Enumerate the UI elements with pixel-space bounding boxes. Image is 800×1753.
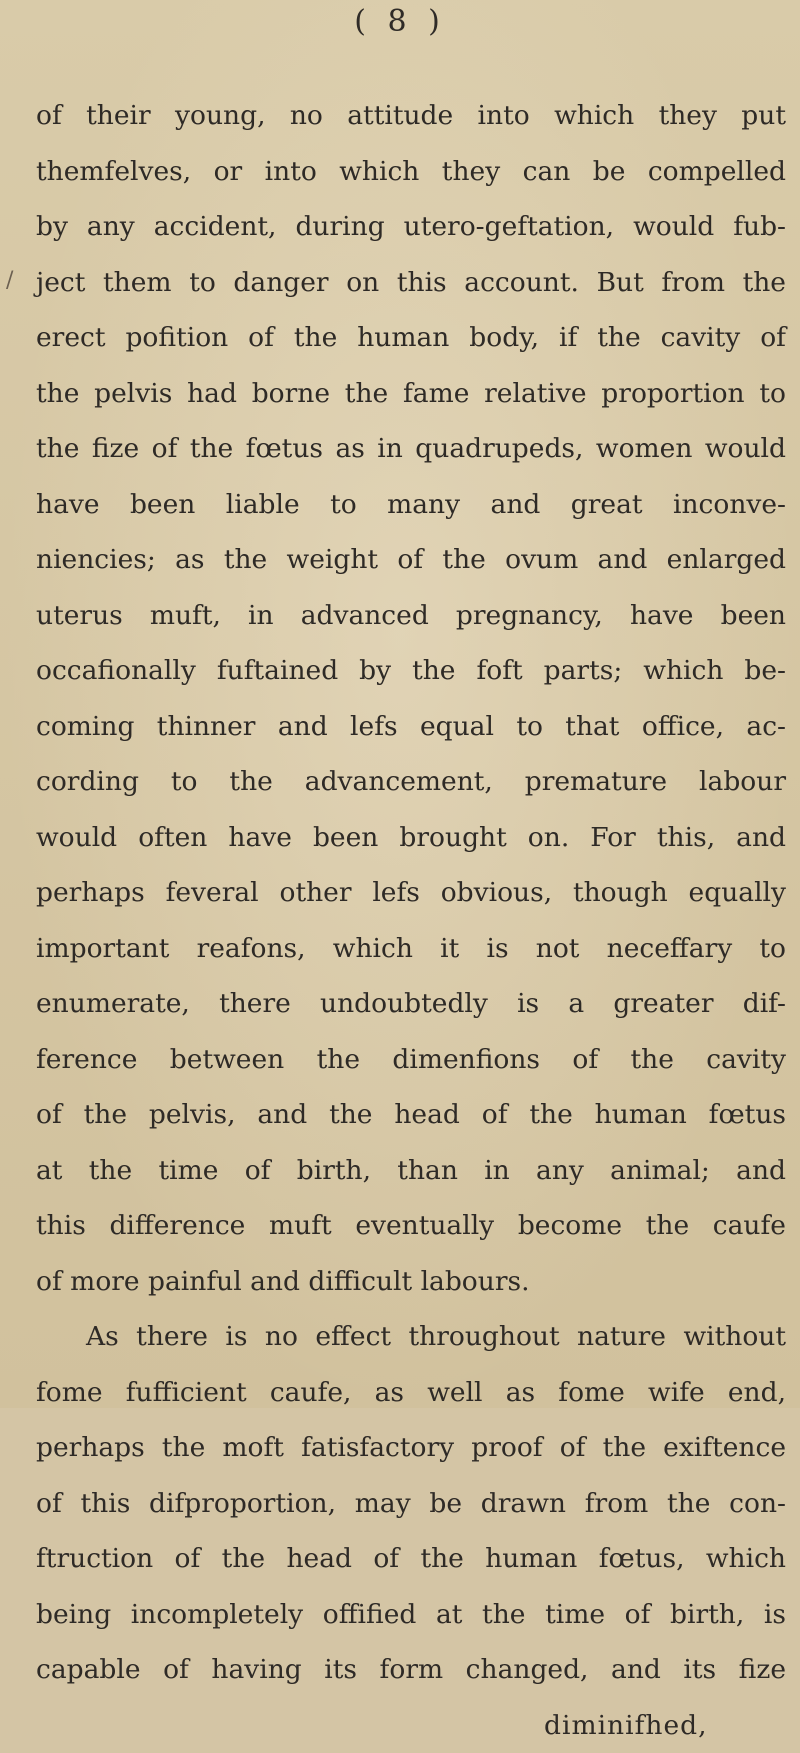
text-line: ference between the dimenfions of the cavity — [36, 1032, 786, 1088]
catchword: diminifhed, — [36, 1698, 786, 1753]
text-line: coming thinner and lefs equal to that office, ac- — [36, 699, 786, 755]
text-line: of this difproportion, may be drawn from the con- — [36, 1476, 786, 1532]
text-line: by any accident, during utero-geftation, would fub- — [36, 199, 786, 255]
text-line: fome fufficient caufe, as well as fome wife end, — [36, 1365, 786, 1421]
text-line: of their young, no attitude into which they put — [36, 88, 786, 144]
text-line: perhaps the moft fatisfactory proof of the exiftence — [36, 1420, 786, 1476]
text-line: themfelves, or into which they can be compelled — [36, 144, 786, 200]
text-line: of more painful and difficult labours. — [36, 1254, 786, 1310]
text-line: being incompletely offified at the time of birth, is — [36, 1587, 786, 1643]
text-line: ftruction of the head of the human fœtus, which — [36, 1531, 786, 1587]
text-line: would often have been brought on. For this, and — [36, 810, 786, 866]
text-line: cording to the advancement, premature labour — [36, 754, 786, 810]
text-line: important reafons, which it is not neceffary to — [36, 921, 786, 977]
text-line: of the pelvis, and the head of the human fœtus — [36, 1087, 786, 1143]
text-line: the pelvis had borne the fame relative proportion to — [36, 366, 786, 422]
text-line: capable of having its form changed, and its fize — [36, 1642, 786, 1698]
text-line: erect pofition of the human body, if the cavity of — [36, 310, 786, 366]
text-line: enumerate, there undoubtedly is a greater dif- — [36, 976, 786, 1032]
text-line: niencies; as the weight of the ovum and enlarged — [36, 532, 786, 588]
text-line: perhaps feveral other lefs obvious, though equally — [36, 865, 786, 921]
text-line: As there is no effect throughout nature without — [36, 1309, 786, 1365]
text-line: the fize of the fœtus as in quadrupeds, women would — [36, 421, 786, 477]
page-number: ( 8 ) — [0, 4, 800, 39]
text-line: at the time of birth, than in any animal; and — [36, 1143, 786, 1199]
text-line: have been liable to many and great inconve- — [36, 477, 786, 533]
text-line: this difference muft eventually become the caufe — [36, 1198, 786, 1254]
text-line: occafionally fuftained by the foft parts; which be- — [36, 643, 786, 699]
margin-mark: / — [6, 268, 13, 293]
body-text — [36, 88, 786, 1753]
text-line: ject them to danger on this account. But from the — [36, 255, 786, 311]
text-line: uterus muft, in advanced pregnancy, have been — [36, 588, 786, 644]
